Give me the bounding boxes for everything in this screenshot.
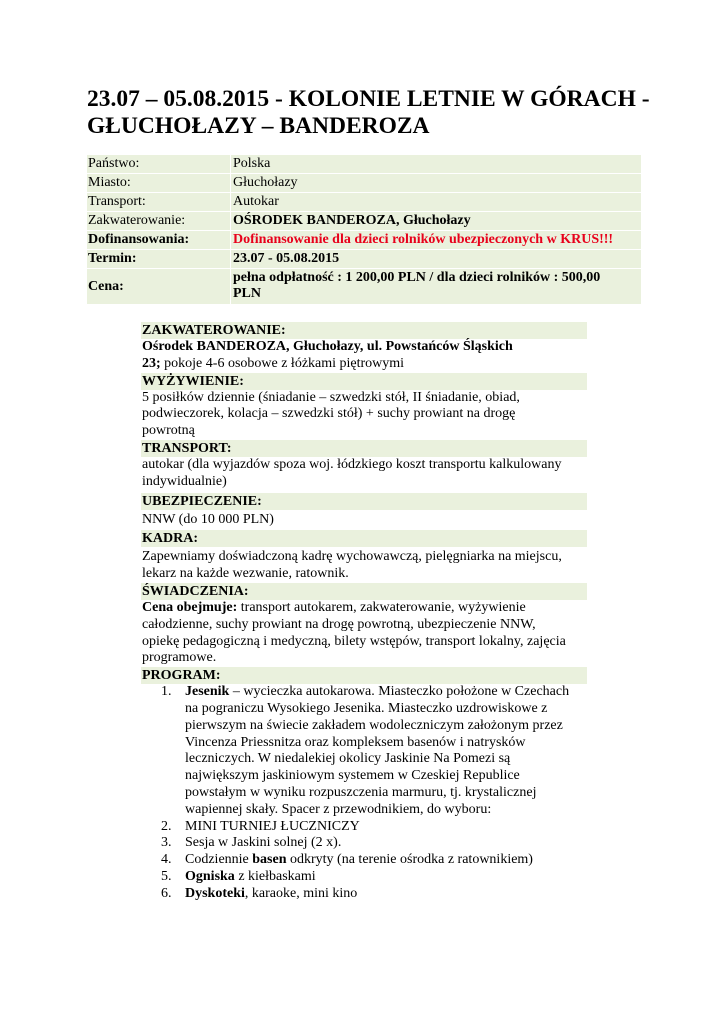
info-value: OŚRODEK BANDEROZA, Głuchołazy — [231, 212, 642, 231]
title-line-1: 23.07 – 05.08.2015 - KOLONIE LETNIE W GÓRACH - — [87, 86, 650, 112]
meals-line: podwieczorek, kolacja – szwedzki stół) + suchy prowiant na drogę — [142, 406, 516, 422]
list-number: 3. — [161, 835, 172, 851]
details-section — [141, 322, 587, 903]
section-heading-ubezpieczenie: UBEZPIECZENIE: — [141, 493, 587, 510]
info-label: Termin: — [87, 250, 231, 269]
transport-line: autokar (dla wyjazdów spoza woj. łódzkiego koszt transportu kalkulowany — [142, 456, 562, 472]
info-value: Autokar — [231, 193, 642, 212]
item-text: MINI TURNIEJ ŁUCZNICZY — [185, 818, 360, 834]
section-heading-swiadczenia: ŚWIADCZENIA: — [141, 583, 587, 600]
info-row-transport — [87, 193, 642, 212]
info-label: Państwo: — [87, 155, 231, 174]
info-value: 23.07 - 05.08.2015 — [231, 250, 642, 269]
benefits-text: transport autokarem, zakwaterowanie, wyżywienie — [237, 599, 526, 615]
item-text: leczniczych. W niedalekiej okolicy Jaskinie Na Pomezi są — [185, 751, 511, 767]
section-heading-transport: TRANSPORT: — [141, 440, 587, 457]
info-row-panstwo — [87, 155, 642, 174]
info-row-termin — [87, 250, 642, 269]
item-text: Sesja w Jaskini solnej (2 x). — [185, 835, 342, 851]
info-row-miasto — [87, 174, 642, 193]
program-list — [141, 684, 587, 902]
info-row-cena — [87, 269, 642, 305]
list-item — [141, 886, 587, 903]
item-text: pierwszym na świecie zakładem wodoleczniczym założonym przez — [185, 717, 563, 733]
accommodation-rooms — [141, 356, 587, 373]
price-line-2: PLN — [233, 286, 261, 301]
item-bold: Jesenik — [185, 684, 230, 700]
accommodation-address: Ośrodek BANDEROZA, Głuchołazy, ul. Powstańców Śląskich — [142, 339, 513, 354]
info-value-highlight: Dofinansowanie dla dzieci rolników ubezpieczonych w KRUS!!! — [231, 231, 642, 250]
meals-line: powrotną — [142, 423, 195, 439]
benefits-line: programowe. — [142, 650, 217, 666]
address-number: 23; — [142, 355, 161, 371]
info-label: Cena: — [87, 269, 231, 305]
rooms-text: pokoje 4-6 osobowe z łóżkami piętrowymi — [160, 355, 405, 371]
item-bold: Ogniska — [185, 868, 235, 884]
list-number: 5. — [161, 868, 172, 884]
list-number: 6. — [161, 885, 172, 901]
list-item — [141, 852, 587, 869]
item-bold: basen — [252, 852, 287, 868]
info-label: Dofinansowania: — [87, 231, 231, 250]
section-heading-kadra: KADRA: — [141, 530, 587, 547]
list-number: 4. — [161, 852, 172, 868]
item-bold: Dyskoteki — [185, 885, 245, 901]
staff-line: Zapewniamy doświadczoną kadrę wychowawczą, pielęgniarka na miejscu, — [142, 549, 562, 565]
list-number: 2. — [161, 818, 172, 834]
info-label: Transport: — [87, 193, 231, 212]
price-line-1: pełna odpłatność : 1 200,00 PLN / dla dzieci rolników : 500,00 — [233, 270, 601, 285]
insurance-line: NNW (do 10 000 PLN) — [142, 511, 274, 527]
info-row-zakwaterowanie — [87, 212, 642, 231]
transport-line: indywidualnie) — [142, 473, 227, 489]
page-title — [87, 86, 650, 140]
item-text: największym jaskiniowym systemem w Czeskiej Republice — [185, 768, 520, 784]
title-line-2: GŁUCHOŁAZY – BANDEROZA — [87, 113, 430, 139]
item-text: Codziennie — [185, 852, 253, 868]
meals-line: 5 posiłków dziennie (śniadanie – szwedzki stół, II śniadanie, obiad, — [142, 389, 520, 405]
info-value: Polska — [231, 155, 642, 174]
info-row-dofinansowania — [87, 231, 642, 250]
list-number: 1. — [161, 684, 172, 700]
list-item — [141, 684, 587, 818]
staff-line: lekarz na każde wezwanie, ratownik. — [142, 566, 349, 582]
benefits-line: opiekę pedagogiczną i medyczną, bilety wstępów, transport lokalny, zajęcia — [142, 633, 566, 649]
list-item — [141, 869, 587, 886]
item-text: Vincenza Priessnitza oraz kompleksem basenów i natrysków — [185, 734, 526, 750]
benefits-lead: Cena obejmuje: — [142, 599, 238, 615]
info-label: Zakwaterowanie: — [87, 212, 231, 231]
item-text: wapiennej skały. Spacer z przewodnikiem, do wyboru: — [185, 801, 492, 817]
item-text: z kiełbaskami — [234, 868, 316, 884]
list-item — [141, 819, 587, 836]
item-text: na pograniczu Wysokiego Jesenika. Miasteczko uzdrowiskowe z — [185, 700, 548, 716]
item-text: powstałym w wyniku rozpuszczenia marmuru, tj. krystalicznej — [185, 784, 537, 800]
item-text: , karaoke, mini kino — [244, 885, 358, 901]
section-heading-zakwaterowanie: ZAKWATEROWANIE: — [141, 322, 587, 339]
list-item — [141, 835, 587, 852]
benefits-line — [141, 600, 587, 617]
info-label: Miasto: — [87, 174, 231, 193]
item-text: – wycieczka autokarowa. Miasteczko położone w Czechach — [229, 684, 570, 700]
benefits-line: całodzienne, suchy prowiant na drogę powrotną, ubezpieczenie NNW, — [142, 616, 536, 632]
item-text: odkryty (na terenie ośrodka z ratownikiem) — [286, 852, 533, 868]
info-value-price — [231, 269, 642, 305]
trip-info-table — [86, 154, 642, 305]
section-heading-wyzywienie: WYŻYWIENIE: — [141, 373, 587, 390]
section-heading-program: PROGRAM: — [141, 667, 587, 684]
info-value: Głuchołazy — [231, 174, 642, 193]
